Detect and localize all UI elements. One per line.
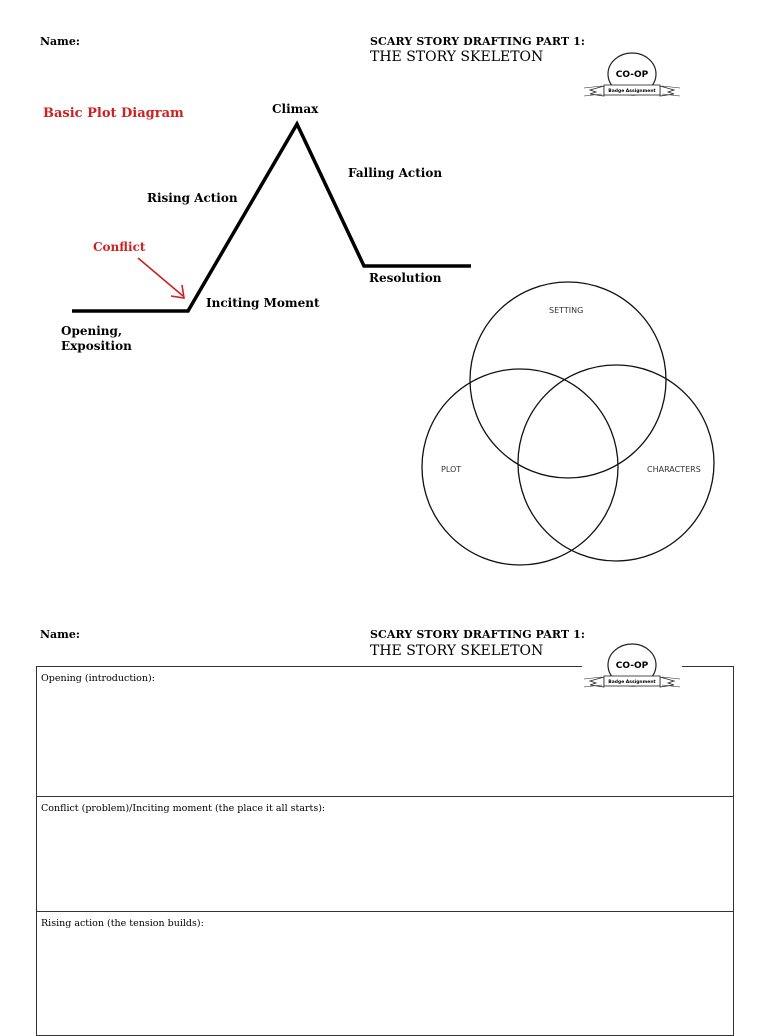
worksheet-part-title: SCARY STORY DRAFTING PART 1: [370,35,586,48]
falling-action-label: Falling Action [348,166,443,180]
inciting-moment-label: Inciting Moment [206,296,320,310]
form-row-label: Conflict (problem)/Inciting moment (the place it all starts): [41,803,326,814]
badge-text: CO-OP [615,661,649,671]
resolution-label: Resolution [369,271,442,285]
name-label-2: Name: [40,628,80,641]
rising-action-label: Rising Action [147,191,238,205]
venn-circle-characters [518,365,714,561]
venn-label-characters: CHARACTERS [647,465,701,474]
plot-diagram-title: Basic Plot Diagram [43,106,184,121]
conflict-label: Conflict [93,240,146,254]
form-row-label: Rising action (the tension builds): [41,918,204,929]
badge-ribbon-text: Badge Assignment [608,680,656,685]
form-row-conflict[interactable] [37,797,733,912]
worksheet-subtitle-2: THE STORY SKELETON [370,643,544,659]
worksheet-subtitle: THE STORY SKELETON [370,49,544,65]
co-op-badge-icon [582,641,682,697]
form-row-rising-action[interactable] [37,912,733,1035]
opening-label: Opening, [61,324,123,338]
venn-label-plot: PLOT [441,465,462,474]
badge-ribbon-text: Badge Assignment [608,89,656,94]
venn-label-setting: SETTING [549,306,584,315]
exposition-label: Exposition [61,339,132,353]
worksheet-part-title-2: SCARY STORY DRAFTING PART 1: [370,628,586,641]
story-skeleton-form [36,666,734,1036]
name-label: Name: [40,35,80,48]
climax-label: Climax [272,102,319,116]
badge-text: CO-OP [615,70,649,80]
form-row-label: Opening (introduction): [41,673,155,684]
